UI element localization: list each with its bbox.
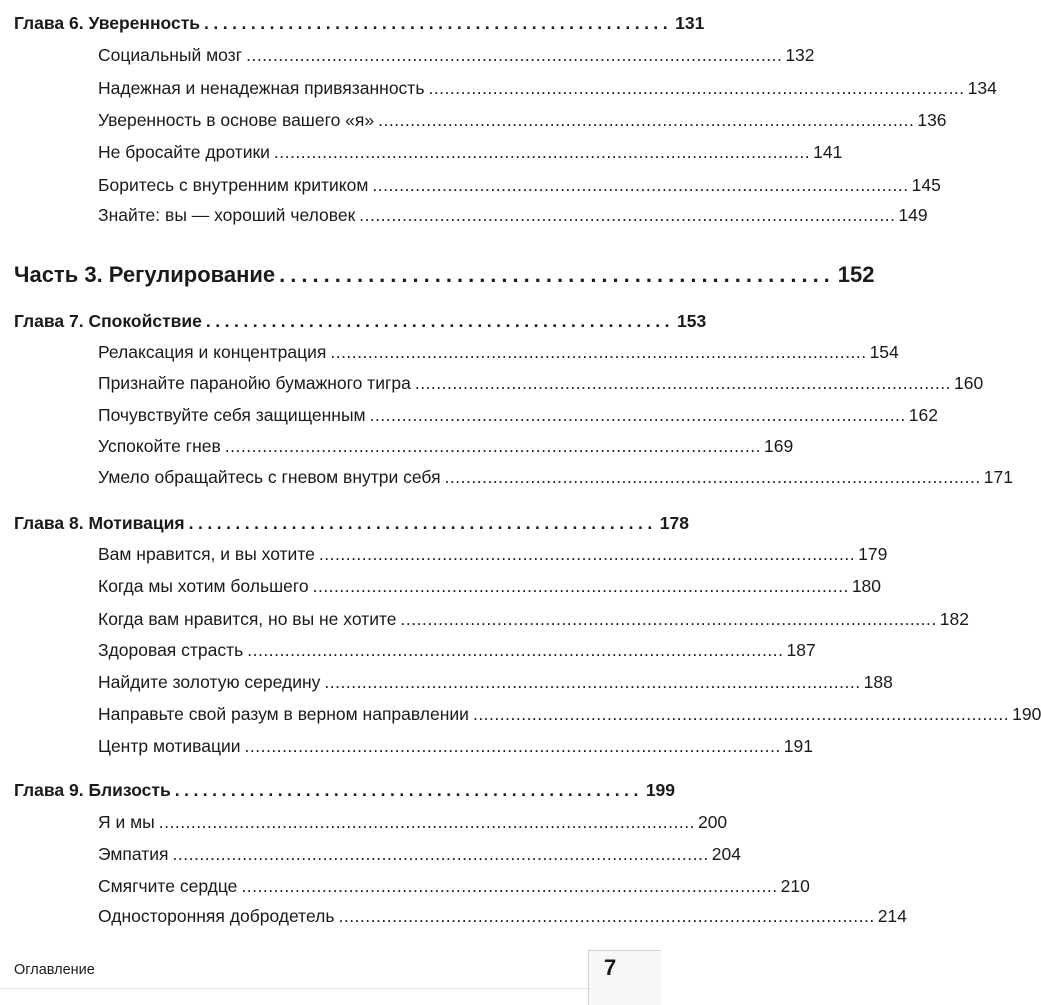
toc-entry-title: Успокойте гнев	[98, 436, 221, 456]
toc-section	[98, 576, 882, 597]
dot-leader: ....................................................................................................	[472, 704, 1010, 724]
dot-leader: ....................................................................................................	[318, 544, 856, 564]
toc-entry-title: Глава 6. Уверенность	[14, 13, 201, 33]
page-number-box	[588, 950, 661, 1005]
toc-entry-page: 162	[908, 405, 938, 425]
toc-chapter	[14, 13, 705, 34]
toc-entry-title: Глава 9. Близость	[14, 780, 171, 800]
toc-section	[98, 704, 1041, 725]
toc-entry-title: Направьте свой разум в верном направлении	[98, 704, 469, 724]
toc-entry-page: 160	[954, 373, 984, 393]
running-footer-title: Оглавление	[14, 962, 95, 978]
toc-part	[14, 262, 875, 288]
toc-section	[98, 876, 810, 897]
dot-leader: ..................................................	[174, 780, 643, 800]
toc-entry-page: 200	[697, 812, 728, 832]
toc-section	[98, 844, 741, 865]
toc-section	[98, 110, 947, 131]
toc-section	[98, 342, 899, 363]
toc-entry-title: Релаксация и концентрация	[98, 342, 327, 362]
dot-leader: ..................................................	[188, 513, 657, 533]
toc-entry-title: Почувствуйте себя защищенным	[98, 405, 366, 425]
toc-entry-page: 182	[939, 609, 969, 629]
toc-entry-page: 152	[837, 262, 875, 287]
toc-entry-title: Центр мотивации	[98, 736, 241, 756]
toc-entry-title: Боритесь с внутренним критиком	[98, 175, 369, 195]
toc-entry-page: 210	[780, 876, 810, 896]
toc-entry-page: 188	[863, 672, 893, 692]
toc-chapter	[14, 513, 689, 534]
toc-entry-page: 131	[675, 13, 705, 33]
toc-entry-page: 145	[911, 175, 941, 195]
toc-entry-page: 171	[983, 467, 1013, 487]
dot-leader: ....................................................................................................	[414, 373, 952, 393]
toc-entry-title: Найдите золотую середину	[98, 672, 321, 692]
toc-section	[98, 436, 794, 457]
toc-section	[98, 672, 893, 693]
toc-entry-page: 179	[858, 544, 888, 564]
toc-section	[98, 205, 928, 226]
toc-entry-page: 132	[785, 45, 815, 65]
toc-entry-title: Односторонняя добродетель	[98, 906, 335, 926]
toc-entry-page: 190	[1012, 704, 1041, 724]
toc-entry-title: Знайте: вы — хороший человек	[98, 205, 356, 225]
toc-section	[98, 812, 728, 833]
dot-leader: ....................................................................................................	[428, 78, 965, 98]
dot-leader: ....................................................................................................	[372, 175, 909, 195]
footer-rule	[0, 988, 588, 989]
toc-section	[98, 467, 1013, 488]
toc-entry-title: Здоровая страсть	[98, 640, 244, 660]
toc-section	[98, 544, 888, 565]
toc-entry-page: 141	[813, 142, 843, 162]
toc-entry-page: 191	[783, 736, 813, 756]
toc-section	[98, 405, 938, 426]
toc-section	[98, 175, 941, 196]
toc-entry-page: 204	[711, 844, 741, 864]
toc-entry-title: Глава 8. Мотивация	[14, 513, 185, 533]
toc-entry-page: 136	[917, 110, 947, 130]
toc-section	[98, 142, 843, 163]
toc-section	[98, 640, 816, 661]
toc-section	[98, 736, 813, 757]
toc-entry-title: Надежная и ненадежная привязанность	[98, 78, 425, 98]
toc-entry-page: 187	[786, 640, 816, 660]
dot-leader: ..................................................	[205, 311, 675, 331]
toc-section	[98, 609, 969, 630]
toc-entry-title: Умело обращайтесь с гневом внутри себя	[98, 467, 441, 487]
dot-leader: ....................................................................................................	[324, 672, 861, 692]
dot-leader: ..................................................	[279, 262, 835, 287]
dot-leader: ....................................................................................................	[400, 609, 937, 629]
toc-entry-page: 149	[898, 205, 928, 225]
dot-leader: ....................................................................................................	[444, 467, 981, 487]
dot-leader: ....................................................................................................	[247, 640, 784, 660]
toc-entry-page: 169	[763, 436, 794, 456]
toc-entry-page: 154	[869, 342, 899, 362]
toc-chapter	[14, 780, 676, 801]
toc-entry-title: Эмпатия	[98, 844, 169, 864]
dot-leader: ....................................................................................................	[158, 812, 695, 832]
dot-leader: ....................................................................................................	[244, 736, 781, 756]
toc-section	[98, 45, 815, 66]
toc-section	[98, 906, 907, 927]
toc-entry-title: Когда мы хотим большего	[98, 576, 309, 596]
toc-entry-title: Глава 7. Спокойствие	[14, 311, 202, 331]
dot-leader: ....................................................................................................	[378, 110, 915, 130]
toc-entry-title: Не бросайте дротики	[98, 142, 270, 162]
dot-leader: ....................................................................................................	[273, 142, 811, 162]
toc-entry-page: 178	[659, 513, 689, 533]
toc-entry-title: Я и мы	[98, 812, 155, 832]
dot-leader: ....................................................................................................	[312, 576, 849, 596]
dot-leader: ....................................................................................................	[338, 906, 875, 926]
toc-entry-page: 153	[677, 311, 707, 331]
dot-leader: ....................................................................................................	[369, 405, 906, 425]
dot-leader: ....................................................................................................	[330, 342, 867, 362]
toc-entry-page: 134	[967, 78, 997, 98]
toc-entry-title: Уверенность в основе вашего «я»	[98, 110, 375, 130]
page-number: 7	[604, 955, 617, 980]
dot-leader: ....................................................................................................	[246, 45, 783, 65]
dot-leader: ..................................................	[204, 13, 673, 33]
toc-entry-title: Смягчите сердце	[98, 876, 238, 896]
toc-entry-page: 180	[851, 576, 882, 596]
toc-entry-title: Признайте паранойю бумажного тигра	[98, 373, 411, 393]
toc-chapter	[14, 311, 707, 332]
toc-entry-page: 214	[877, 906, 907, 926]
toc-section	[98, 78, 997, 99]
toc-section	[98, 373, 984, 394]
toc-entry-title: Социальный мозг	[98, 45, 243, 65]
toc-entry-page: 199	[645, 780, 676, 800]
toc-entry-title: Когда вам нравится, но вы не хотите	[98, 609, 397, 629]
toc-entry-title: Вам нравится, и вы хотите	[98, 544, 315, 564]
dot-leader: ....................................................................................................	[359, 205, 896, 225]
dot-leader: ....................................................................................................	[224, 436, 761, 456]
dot-leader: ....................................................................................................	[241, 876, 778, 896]
toc-entry-title: Часть 3. Регулирование	[14, 262, 276, 287]
dot-leader: ....................................................................................................	[172, 844, 709, 864]
